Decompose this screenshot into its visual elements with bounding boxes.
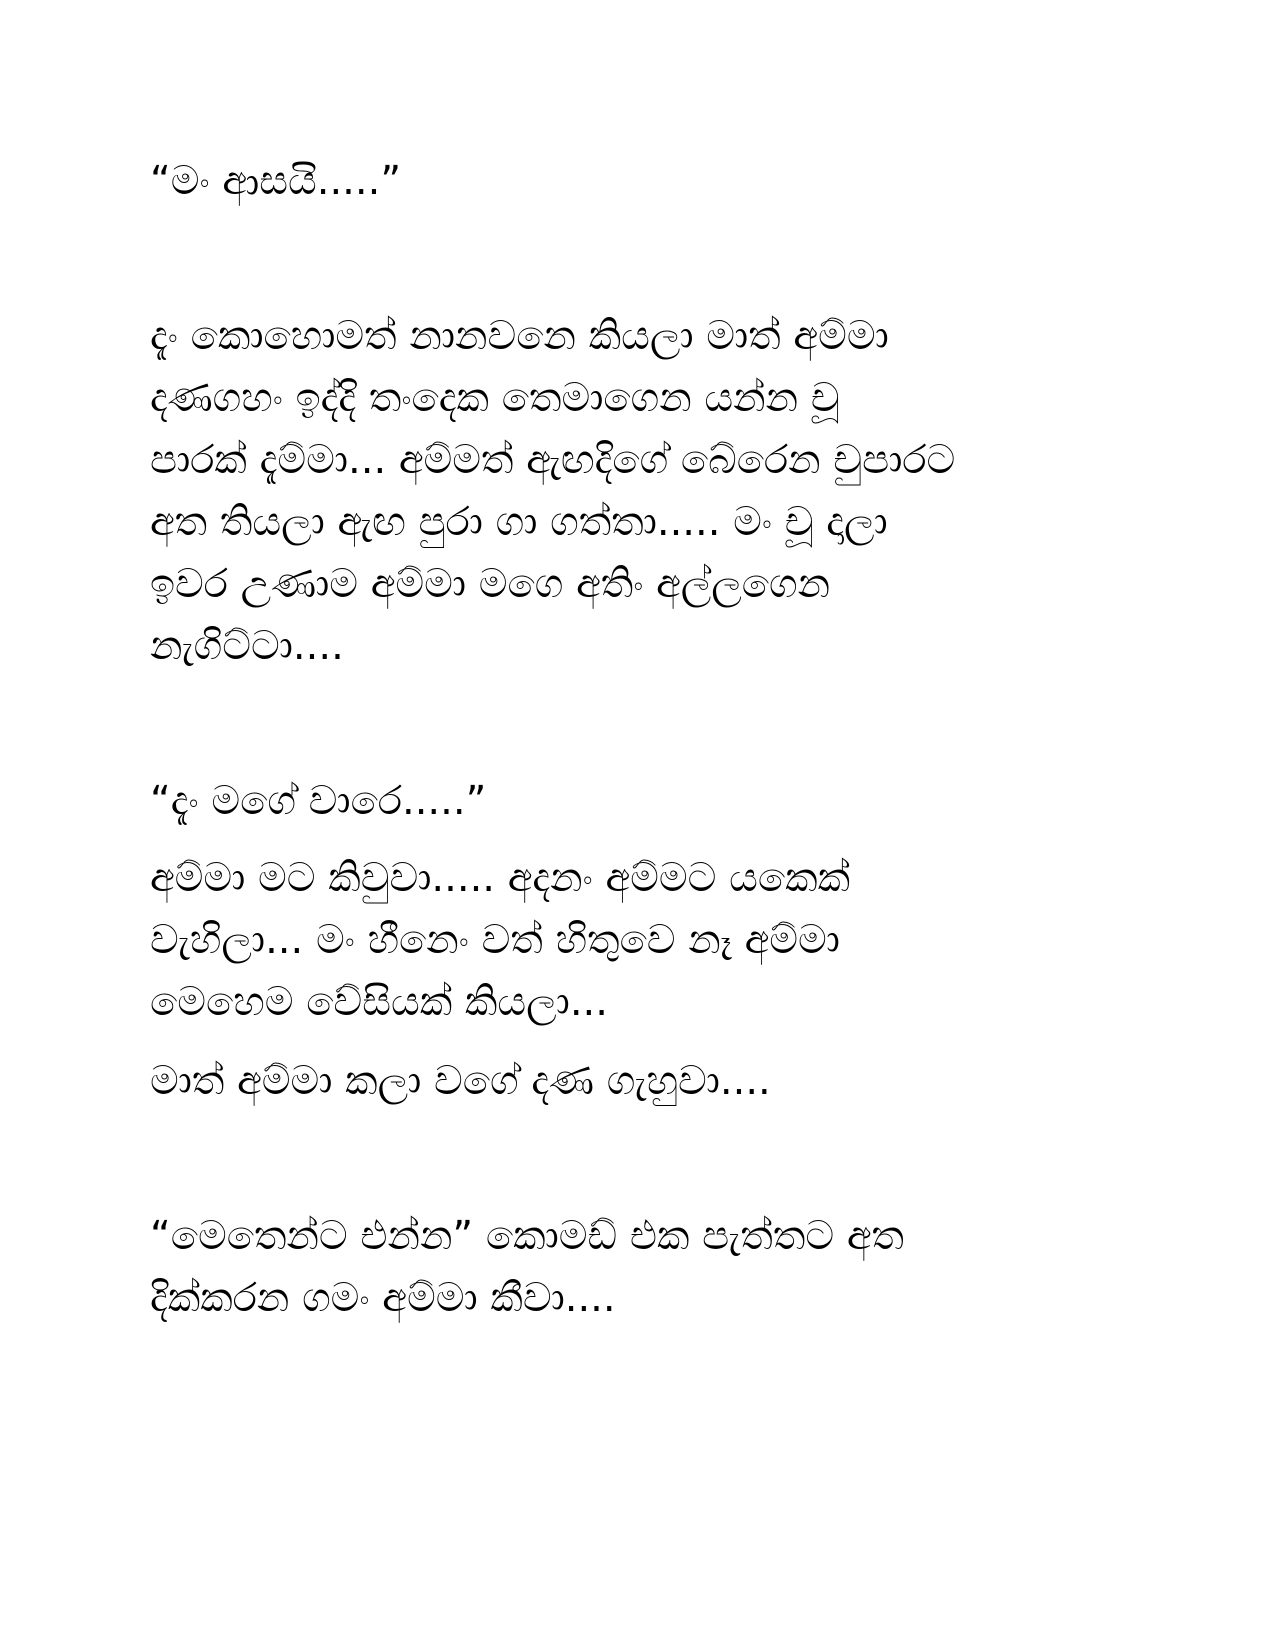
text-line: අම්මා මට කිවුවා..... අදනං අම්මට යකෙක්	[150, 855, 851, 901]
text-line: නැගිට්ටා....	[150, 623, 344, 669]
text-line: වැහිලා... මං හීනෙං වත් හිතුවෙ නෑ අම්මා	[150, 917, 840, 963]
text-line: දැං කොහොමත් නානවනෙ කියලා මාත් අම්මා	[150, 313, 889, 359]
text-line: පාරක් දැම්මා... අම්මත් ඇඟදිගේ බේරෙන චුපාරට	[150, 437, 956, 483]
paragraph	[150, 847, 1150, 1033]
text-line: දණගහං ඉද්දි තංදෙක තෙමාගෙන යන්න චූ	[150, 375, 840, 421]
text-line: දික්කරන ගමං අම්මා කීවා....	[150, 1275, 616, 1321]
paragraph	[150, 305, 1150, 677]
text-line: “මං ආසයි.....”	[150, 158, 402, 204]
text-line: ඉවර උණාම අම්මා මගෙ අතිං අල්ලගෙන	[150, 561, 831, 607]
text-line: අත තියලා ඇඟ පුරා ගා ගත්තා..... මං චූ දාලා	[150, 499, 888, 545]
paragraph	[150, 770, 1150, 832]
text-line: “මෙතෙන්ට එන්න” කොමඩ් එක පැත්තට අත	[150, 1213, 904, 1259]
paragraph	[150, 150, 1150, 212]
paragraph	[150, 1050, 1150, 1112]
paragraph	[150, 1205, 1150, 1329]
text-line: මෙහෙම වේසියක් කියලා...	[150, 979, 608, 1025]
text-line: මාත් අම්මා කලා වගේ දණ ගැහුවා....	[150, 1058, 771, 1104]
text-line: “දැං මගේ වාරෙ.....”	[150, 778, 487, 824]
